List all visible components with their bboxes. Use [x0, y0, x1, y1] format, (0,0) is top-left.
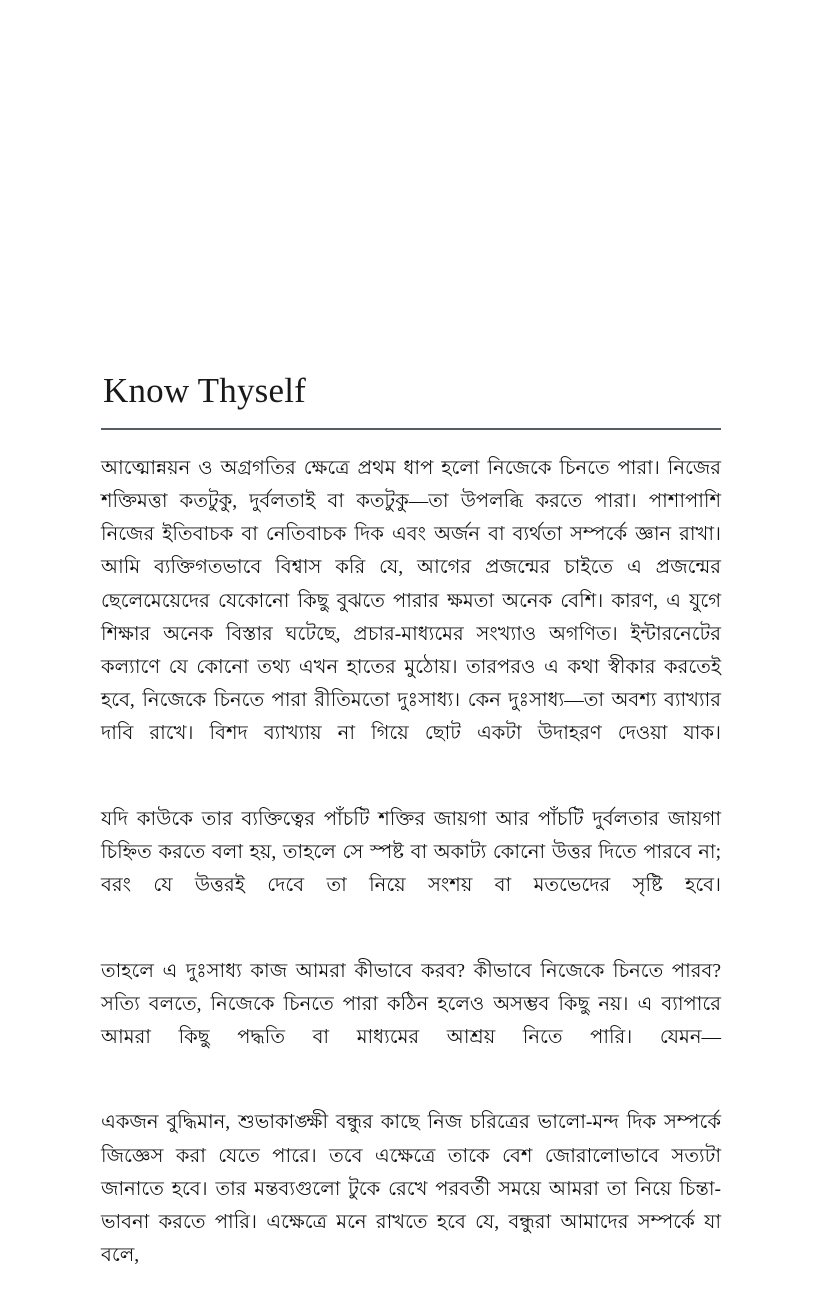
paragraph: আত্মোন্নয়ন ও অগ্রগতির ক্ষেত্রে প্রথম ধাপ হলো নিজেকে চিনতে পারা। নিজের শক্তিমত্তা কতটুকু, দুর্বলতাই বা কতটুকু—তা উপলব্ধি করতে পারা। পাশাপাশি নিজের ইতিবাচক বা নেতিবাচক দিক এবং অর্জন বা ব্যর্থতা সম্পর্কে জ্ঞান রাখা। আমি ব্যক্তিগতভাবে বিশ্বাস করি যে, আগের প্রজন্মের চাইতে এ প্রজন্মের ছেলেমেয়েদের যেকোনো কিছু বুঝতে পারার ক্ষমতা অনেক বেশি। কারণ, এ যুগে শিক্ষার অনেক বিস্তার ঘটেছে, প্রচার-মাধ্যমের সংখ্যাও অগণিত। ইন্টারনেটের কল্যাণে যে কোনো তথ্য এখন হাতের মুঠোয়। তারপরও এ কথা স্বীকার করতেই হবে, নিজেকে চিনতে পারা রীতিমতো দুঃসাধ্য। কেন দুঃসাধ্য—তা অবশ্য ব্যাখ্যার দাবি রাখে। বিশদ ব্যাখ্যায় না গিয়ে ছোট একটা উদাহরণ দেওয়া যাক। [101, 457, 721, 745]
page-title: Know Thyself [103, 371, 306, 410]
paragraph: তাহলে এ দুঃসাধ্য কাজ আমরা কীভাবে করব? কীভাবে নিজেকে চিনতে পারব? সত্যি বলতে, নিজেকে চিনতে পারা কঠিন হলেও অসম্ভব কিছু নয়। এ ব্যাপারে আমরা কিছু পদ্ধতি বা মাধ্যমের আশ্রয় নিতে পারি। যেমন— [101, 960, 721, 1049]
page-content [101, 372, 721, 1306]
title-divider [101, 428, 721, 430]
body-text [101, 452, 721, 1306]
paragraph: একজন বুদ্ধিমান, শুভাকাঙ্ক্ষী বন্ধুর কাছে নিজ চরিত্রের ভালো-মন্দ দিক সম্পর্কে জিজ্ঞেস করা যেতে পারে। তবে এক্ষেত্রে তাকে বেশ জোরালোভাবে সত্যটা জানাতে হবে। তার মন্তব্যগুলো টুকে রেখে পরবর্তী সময়ে আমরা তা নিয়ে চিন্তা-ভাবনা করতে পারি। এক্ষেত্রে মনে রাখতে হবে যে, বন্ধুরা আমাদের সম্পর্কে যা বলে, [101, 1112, 721, 1267]
page-top-margin [0, 0, 822, 372]
paragraph: যদি কাউকে তার ব্যক্তিত্বের পাঁচটি শক্তির জায়গা আর পাঁচটি দুর্বলতার জায়গা চিহ্নিত করতে বলা হয়, তাহলে সে স্পষ্ট বা অকাট্য কোনো উত্তর দিতে পারবে না; বরং যে উত্তরই দেবে তা নিয়ে সংশয় বা মতভেদের সৃষ্টি হবে। [101, 808, 721, 897]
